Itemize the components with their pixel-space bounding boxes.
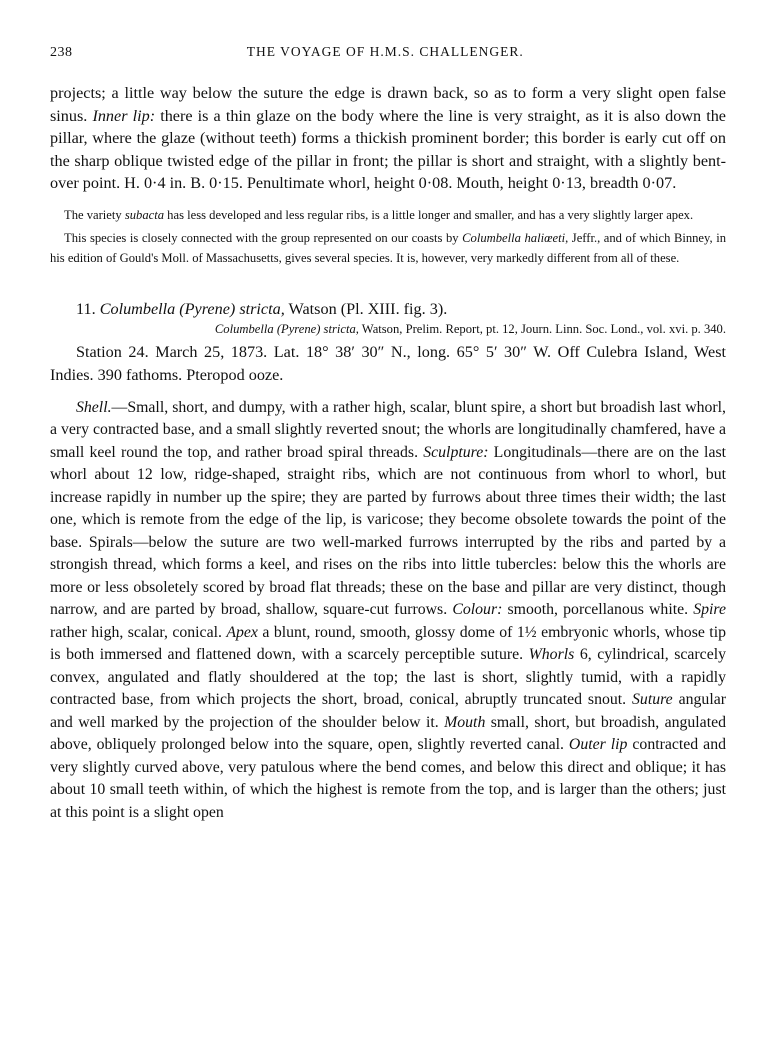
synonym-citation: Watson, Prelim. Report, pt. 12, Journ. Linn. Soc. Lond., vol. xvi. p. 340. (358, 322, 726, 337)
shell-label: Shell. (76, 398, 112, 416)
description-text: Longitudinals—there are on the last whorl about 12 low, ridge-shaped, straight ribs, which are not continuous from whorl to whorl, but increase rapidly in number up the spire; they are parted by furrows about three times their width; the last one, which is remote from the edge of the lip, is varicose; they become obsolete towards the point of the base. Spirals—below the suture are two well-marked furrows interrupted by the ribs and parted by a strongish thread, which forms a keel, and rises on the ribs into little tubercles: below this the whorls are more or less obsoletely scored by broad flat threads; these on the base and pillar are very distinct, though narrow, and are parted by broad, shallow, square-cut furrows. (50, 443, 726, 619)
note-text: , Jeffr., and of which Binney, in his edition of Gould's Moll. of Massachusetts, gives several species. It is, however, very markedly different from all of these. (50, 231, 727, 265)
species-reference: Columbella haliœeti (462, 231, 566, 246)
description-text: rather high, scalar, conical. (50, 623, 227, 641)
shell-description (50, 397, 726, 825)
note-text: has less developed and less regular ribs, is a little longer and smaller, and has a very slightly larger apex. (164, 207, 694, 222)
description-text: —Small, short, and dumpy, with a rather high, scalar, blunt spire, a short but broadish last whorl, a very contracted base, and a small slightly reverted snout; the whorls are longitudinally chamfered, have a small keel round the top, and rather broad spiral threads. (50, 398, 726, 461)
paragraph-text: there is a thin glaze on the body where the line is very straight, as it is also down the pillar, where the glaze (without teeth) forms a thickish prominent border; this border is early cut off on the sharp oblique twisted edge of the pillar in front; the pillar is short and straight, with a slightly bent-over point. H. 0·4 in. B. 0·15. Penultimate whorl, height 0·08. Mouth, height 0·13, breadth 0·07. (50, 106, 726, 193)
continued-paragraph (50, 82, 726, 195)
page-number: 238 (50, 45, 73, 60)
station-info: Station 24. March 25, 1873. Lat. 18° 38′ 30″ N., long. 65° 5′ 30″ W. Off Culebra Island, West Indies. 390 fathoms. Pteropod ooze. (50, 343, 726, 385)
description-text: small, short, but broadish, angulated above, obliquely prolonged below into the square, open, slightly reverted canal. (50, 713, 726, 754)
mouth-label: Mouth (444, 713, 486, 731)
spire-label: Spire (693, 601, 726, 619)
suture-label: Suture (632, 691, 673, 709)
species-name: Columbella (Pyrene) stricta, (99, 300, 285, 319)
synonym-name: Columbella (Pyrene) stricta, (214, 322, 359, 337)
colour-label: Colour: (452, 601, 503, 619)
inner-lip-label: Inner lip: (92, 106, 156, 125)
sculpture-label: Sculpture: (423, 443, 489, 461)
paragraph-text: projects; a little way below the suture the edge is drawn back, so as to form a very slight open false sinus. (50, 84, 726, 125)
note-variety (50, 206, 726, 226)
description-text: angular and well marked by the projection of the shoulder below it. (50, 691, 726, 731)
apex-label: Apex (226, 623, 258, 641)
note-text: The variety (64, 207, 125, 222)
page (50, 44, 726, 824)
running-title: THE VOYAGE OF H.M.S. CHALLENGER. (246, 44, 524, 59)
whorls-label: Whorls (528, 646, 575, 664)
page-header (50, 44, 726, 68)
note-text: This species is closely connected with the group represented on our coasts by (64, 231, 463, 246)
synonym-reference (50, 322, 726, 337)
description-text: a blunt, round, smooth, glossy dome of 1½ embryonic whorls, whose tip is both immersed and flattened down, with a scarcely perceptible suture. (50, 623, 726, 664)
variety-name: subacta (124, 207, 165, 222)
species-heading (50, 300, 726, 319)
notes (50, 206, 726, 269)
species-authority: Watson (Pl. XIII. fig. 3). (284, 300, 448, 319)
description-text: contracted and very slightly curved above, very patulous where the bend comes, and below this direct and oblique; it has about 10 small teeth within, of which the highest is remote from the top, and is larger than the others; just at this point is a slight open (50, 736, 726, 821)
note-relationship (50, 229, 726, 268)
description-text: smooth, porcellanous white. (502, 601, 694, 619)
species-number: 11. (76, 300, 96, 319)
description-text: 6, cylindrical, scarcely convex, angulated and flatly shouldered at the top; the last is short, slightly tumid, with a rapidly contracted base, from which projects the short, broad, conical, abruptly truncated snout. (50, 646, 726, 709)
outer-lip-label: Outer lip (568, 736, 628, 754)
